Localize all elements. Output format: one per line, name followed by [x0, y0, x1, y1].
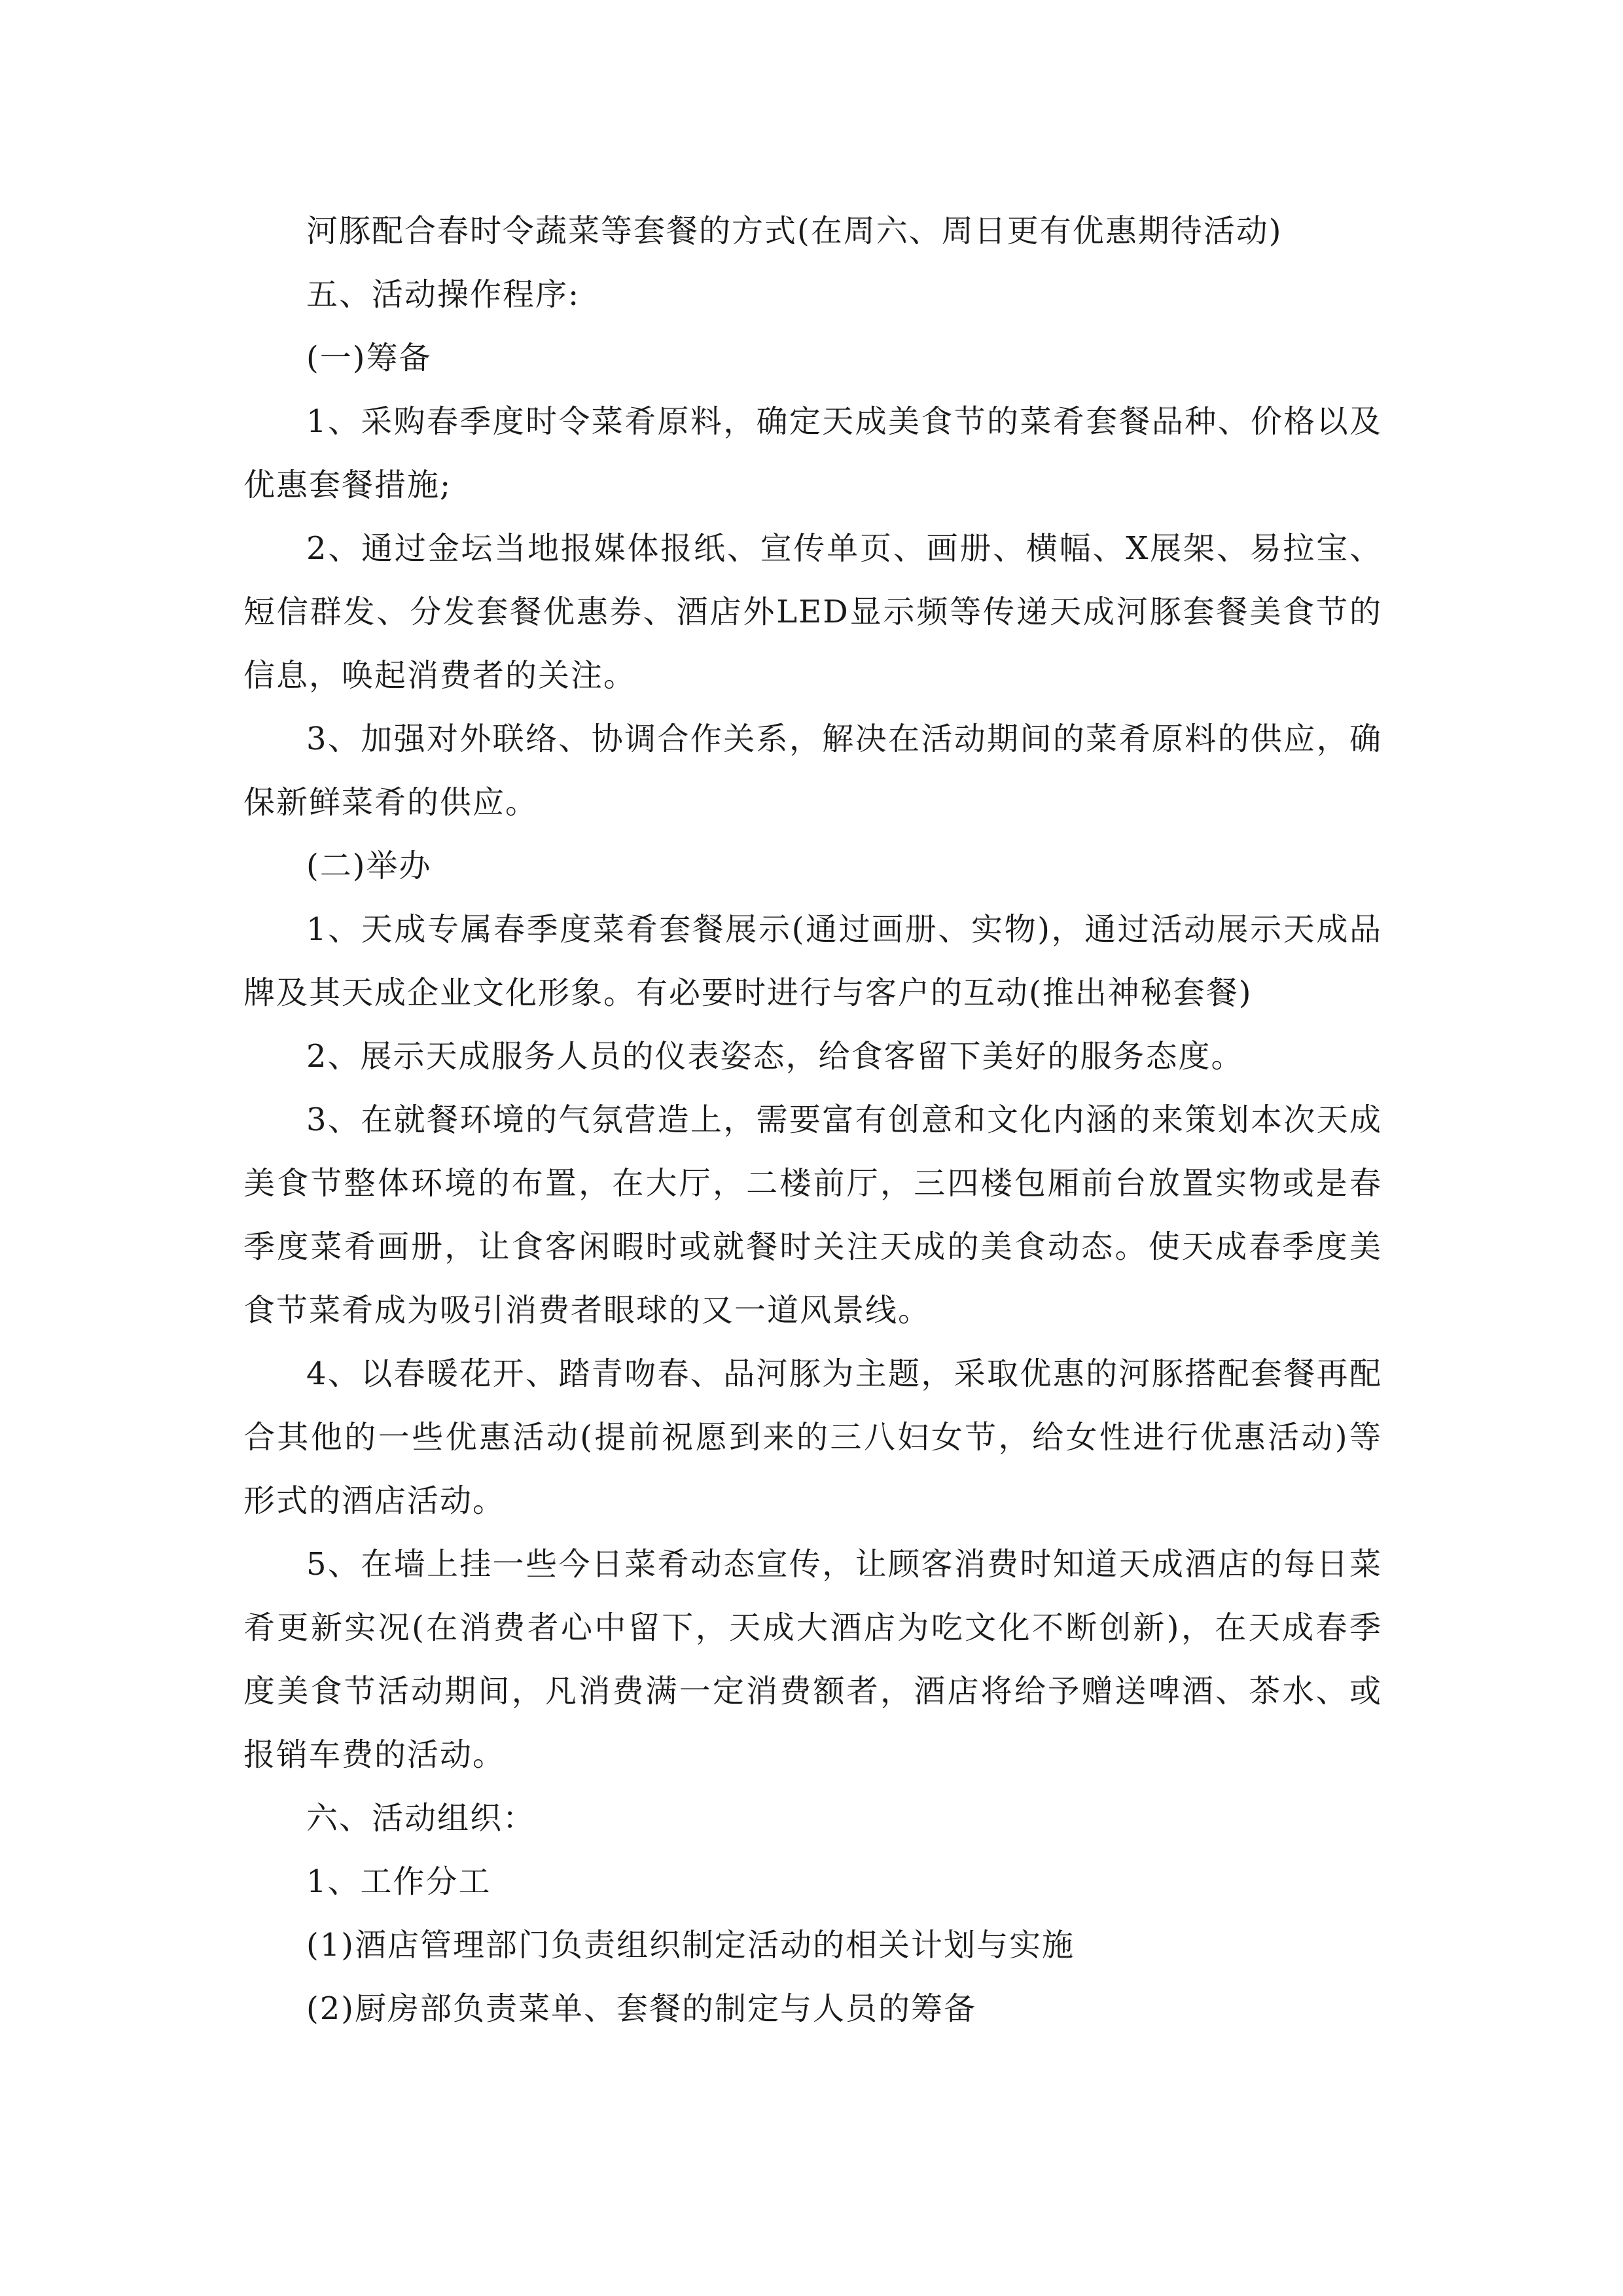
paragraph: 3、在就餐环境的气氛营造上，需要富有创意和文化内涵的来策划本次天成美食节整体环境的布置，在大厅，二楼前厅，三四楼包厢前台放置实物或是春季度菜肴画册，让食客闲暇时或就餐时关注天成的美食动态。使天成春季度美食节菜肴成为吸引消费者眼球的又一道风景线。 [243, 1102, 1382, 1329]
subsection-heading: (一)筹备 [306, 340, 432, 376]
subsection-heading: (二)举办 [306, 848, 432, 884]
document-body [243, 200, 1382, 2041]
paragraph: 1、工作分工 [306, 1863, 491, 1900]
paragraph: 3、加强对外联络、协调合作关系，解决在活动期间的菜肴原料的供应，确保新鲜菜肴的供应。 [243, 721, 1382, 821]
paragraph: 2、通过金坛当地报媒体报纸、宣传单页、画册、横幅、X展架、易拉宝、短信群发、分发套餐优惠券、酒店外LED显示频等传递天成河豚套餐美食节的信息，唤起消费者的关注。 [243, 530, 1382, 694]
paragraph: 5、在墙上挂一些今日菜肴动态宣传，让顾客消费时知道天成酒店的每日菜肴更新实况(在消费者心中留下，天成大酒店为吃文化不断创新)，在天成春季度美食节活动期间，凡消费满一定消费额者，酒店将给予赠送啤酒、茶水、或报销车费的活动。 [243, 1546, 1382, 1773]
paragraph: 河豚配合春时令蔬菜等套餐的方式(在周六、周日更有优惠期待活动) [306, 213, 1283, 249]
paragraph: (1)酒店管理部门负责组织制定活动的相关计划与实施 [306, 1927, 1075, 1964]
paragraph: 2、展示天成服务人员的仪表姿态，给食客留下美好的服务态度。 [306, 1038, 1244, 1075]
paragraph: 4、以春暖花开、踏青吻春、品河豚为主题，采取优惠的河豚搭配套餐再配合其他的一些优惠活动(提前祝愿到来的三八妇女节，给女性进行优惠活动)等形式的酒店活动。 [243, 1355, 1382, 1519]
paragraph: 1、天成专属春季度菜肴套餐展示(通过画册、实物)，通过活动展示天成品牌及其天成企业文化形象。有必要时进行与客户的互动(推出神秘套餐) [243, 911, 1382, 1011]
paragraph: (2)厨房部负责菜单、套餐的制定与人员的筹备 [306, 1990, 976, 2027]
paragraph: 1、采购春季度时令菜肴原料，确定天成美食节的菜肴套餐品种、价格以及优惠套餐措施; [243, 403, 1382, 503]
section-heading: 六、活动组织： [306, 1800, 536, 1837]
section-heading: 五、活动操作程序: [306, 276, 580, 313]
